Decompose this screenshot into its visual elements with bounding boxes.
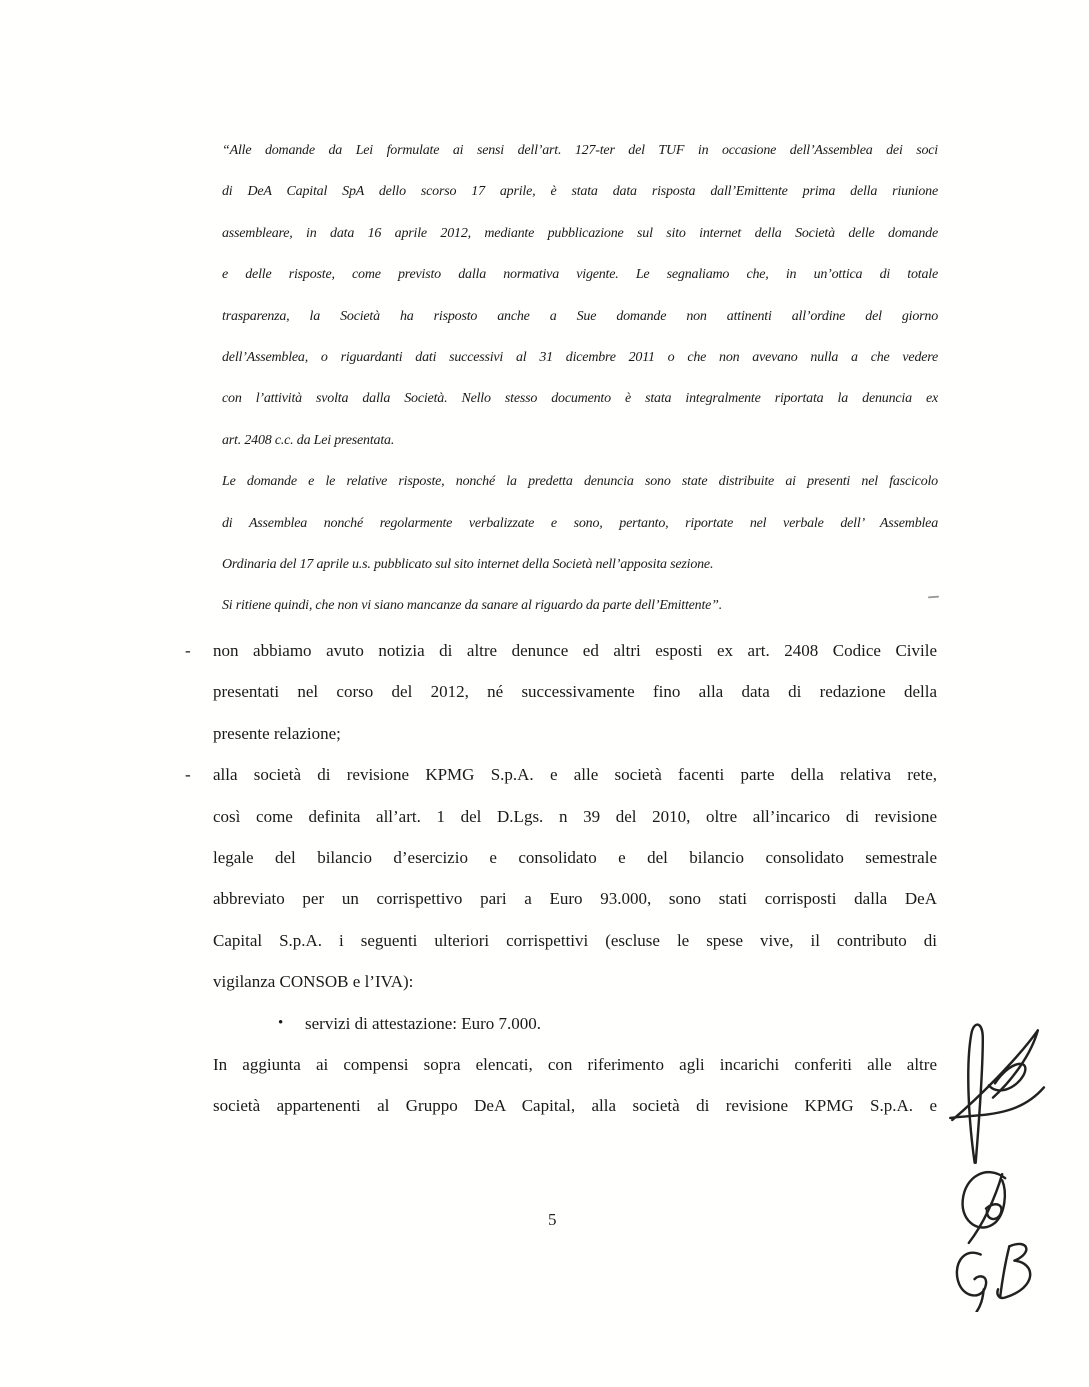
list-item-line: non abbiamo avuto notizia di altre denunce ed altri esposti ex art. 2408 Codice Civile [213, 641, 937, 660]
quote-line: con l’attività svolta dalla Società. Nello stesso documento è stata integralmente riportata la denuncia ex [222, 391, 938, 407]
quote-line: Le domande e le relative risposte, nonché la predetta denuncia sono state distribuite ai presenti nel fascicolo [222, 474, 938, 490]
list-item-line: Capital S.p.A. i seguenti ulteriori corrispettivi (escluse le spese vive, il contributo di [213, 930, 937, 950]
list-item-line: abbreviato per un corrispettivo pari a Euro 93.000, sono stati corrisposti dalla DeA [213, 889, 937, 909]
list-item-line: presente relazione; [213, 723, 341, 743]
round-bullet-marker: • [278, 1014, 284, 1031]
bullet-item-text: servizi di attestazione: Euro 7.000. [305, 1013, 542, 1033]
bullet-item [213, 1003, 937, 1044]
quote-line: di DeA Capital SpA dello scorso 17 aprile, è stata data risposta dall’Emittente prima della riunione [222, 184, 938, 200]
quote-line: dell’Assemblea, o riguardanti dati successivi al 31 dicembre 2011 o che non avevano nulla a che vedere [222, 349, 938, 365]
handwritten-signature-paraph [938, 1018, 1050, 1166]
dash-bullet-marker: - [185, 641, 191, 660]
list-item-line: così come definita all’art. 1 del D.Lgs. n 39 del 2010, oltre all’incarico di revisione [213, 806, 937, 826]
quote-line: e delle risposte, come previsto dalla normativa vigente. Le segnaliamo che, in un’ottica di totale [222, 267, 938, 283]
quote-line: “Alle domande da Lei formulate ai sensi dell’art. 127-ter del TUF in occasione dell’Assemblea dei soci [222, 143, 938, 158]
quote-line: assembleare, in data 16 aprile 2012, mediante pubblicazione sul sito internet della Società delle domande [222, 225, 938, 241]
quote-line: Si ritiene quindi, che non vi siano mancanze da sanare al riguardo da parte dell’Emittente”. [222, 598, 723, 614]
body-text [213, 630, 937, 1127]
quote-line: Ordinaria del 17 aprile u.s. pubblicato sul sito internet della Società nell’apposita sezione. [222, 556, 714, 572]
quote-line: art. 2408 c.c. da Lei presentata. [222, 432, 395, 448]
dash-bullet-marker: - [185, 765, 191, 785]
handwritten-initials-gb [950, 1238, 1042, 1312]
quote-line: di Assemblea nonché regolarmente verbalizzate e sono, pertanto, riportate nel verbale dell’ Assemblea [222, 515, 938, 531]
list-item-line: alla società di revisione KPMG S.p.A. e alle società facenti parte della relativa rete, [213, 765, 937, 785]
closing-paragraph-line: In aggiunta ai compensi sopra elencati, con riferimento agli incarichi conferiti alle altre [213, 1054, 937, 1074]
handwritten-initials-cg [952, 1162, 1024, 1248]
quote-line: trasparenza, la Società ha risposto anche a Sue domande non attinenti all’ordine del giorno [222, 308, 938, 324]
page-number: 5 [548, 1210, 557, 1229]
closing-paragraph-line: società appartenenti al Gruppo DeA Capital, alla società di revisione KPMG S.p.A. e [213, 1096, 937, 1116]
list-item-line: presentati nel corso del 2012, né successivamente fino alla data di redazione della [213, 682, 937, 702]
list-item-line: legale del bilancio d’esercizio e consolidato e del bilancio consolidato semestrale [213, 847, 937, 867]
quoted-passage [222, 130, 938, 627]
list-item-line: vigilanza CONSOB e l’IVA): [213, 972, 414, 992]
